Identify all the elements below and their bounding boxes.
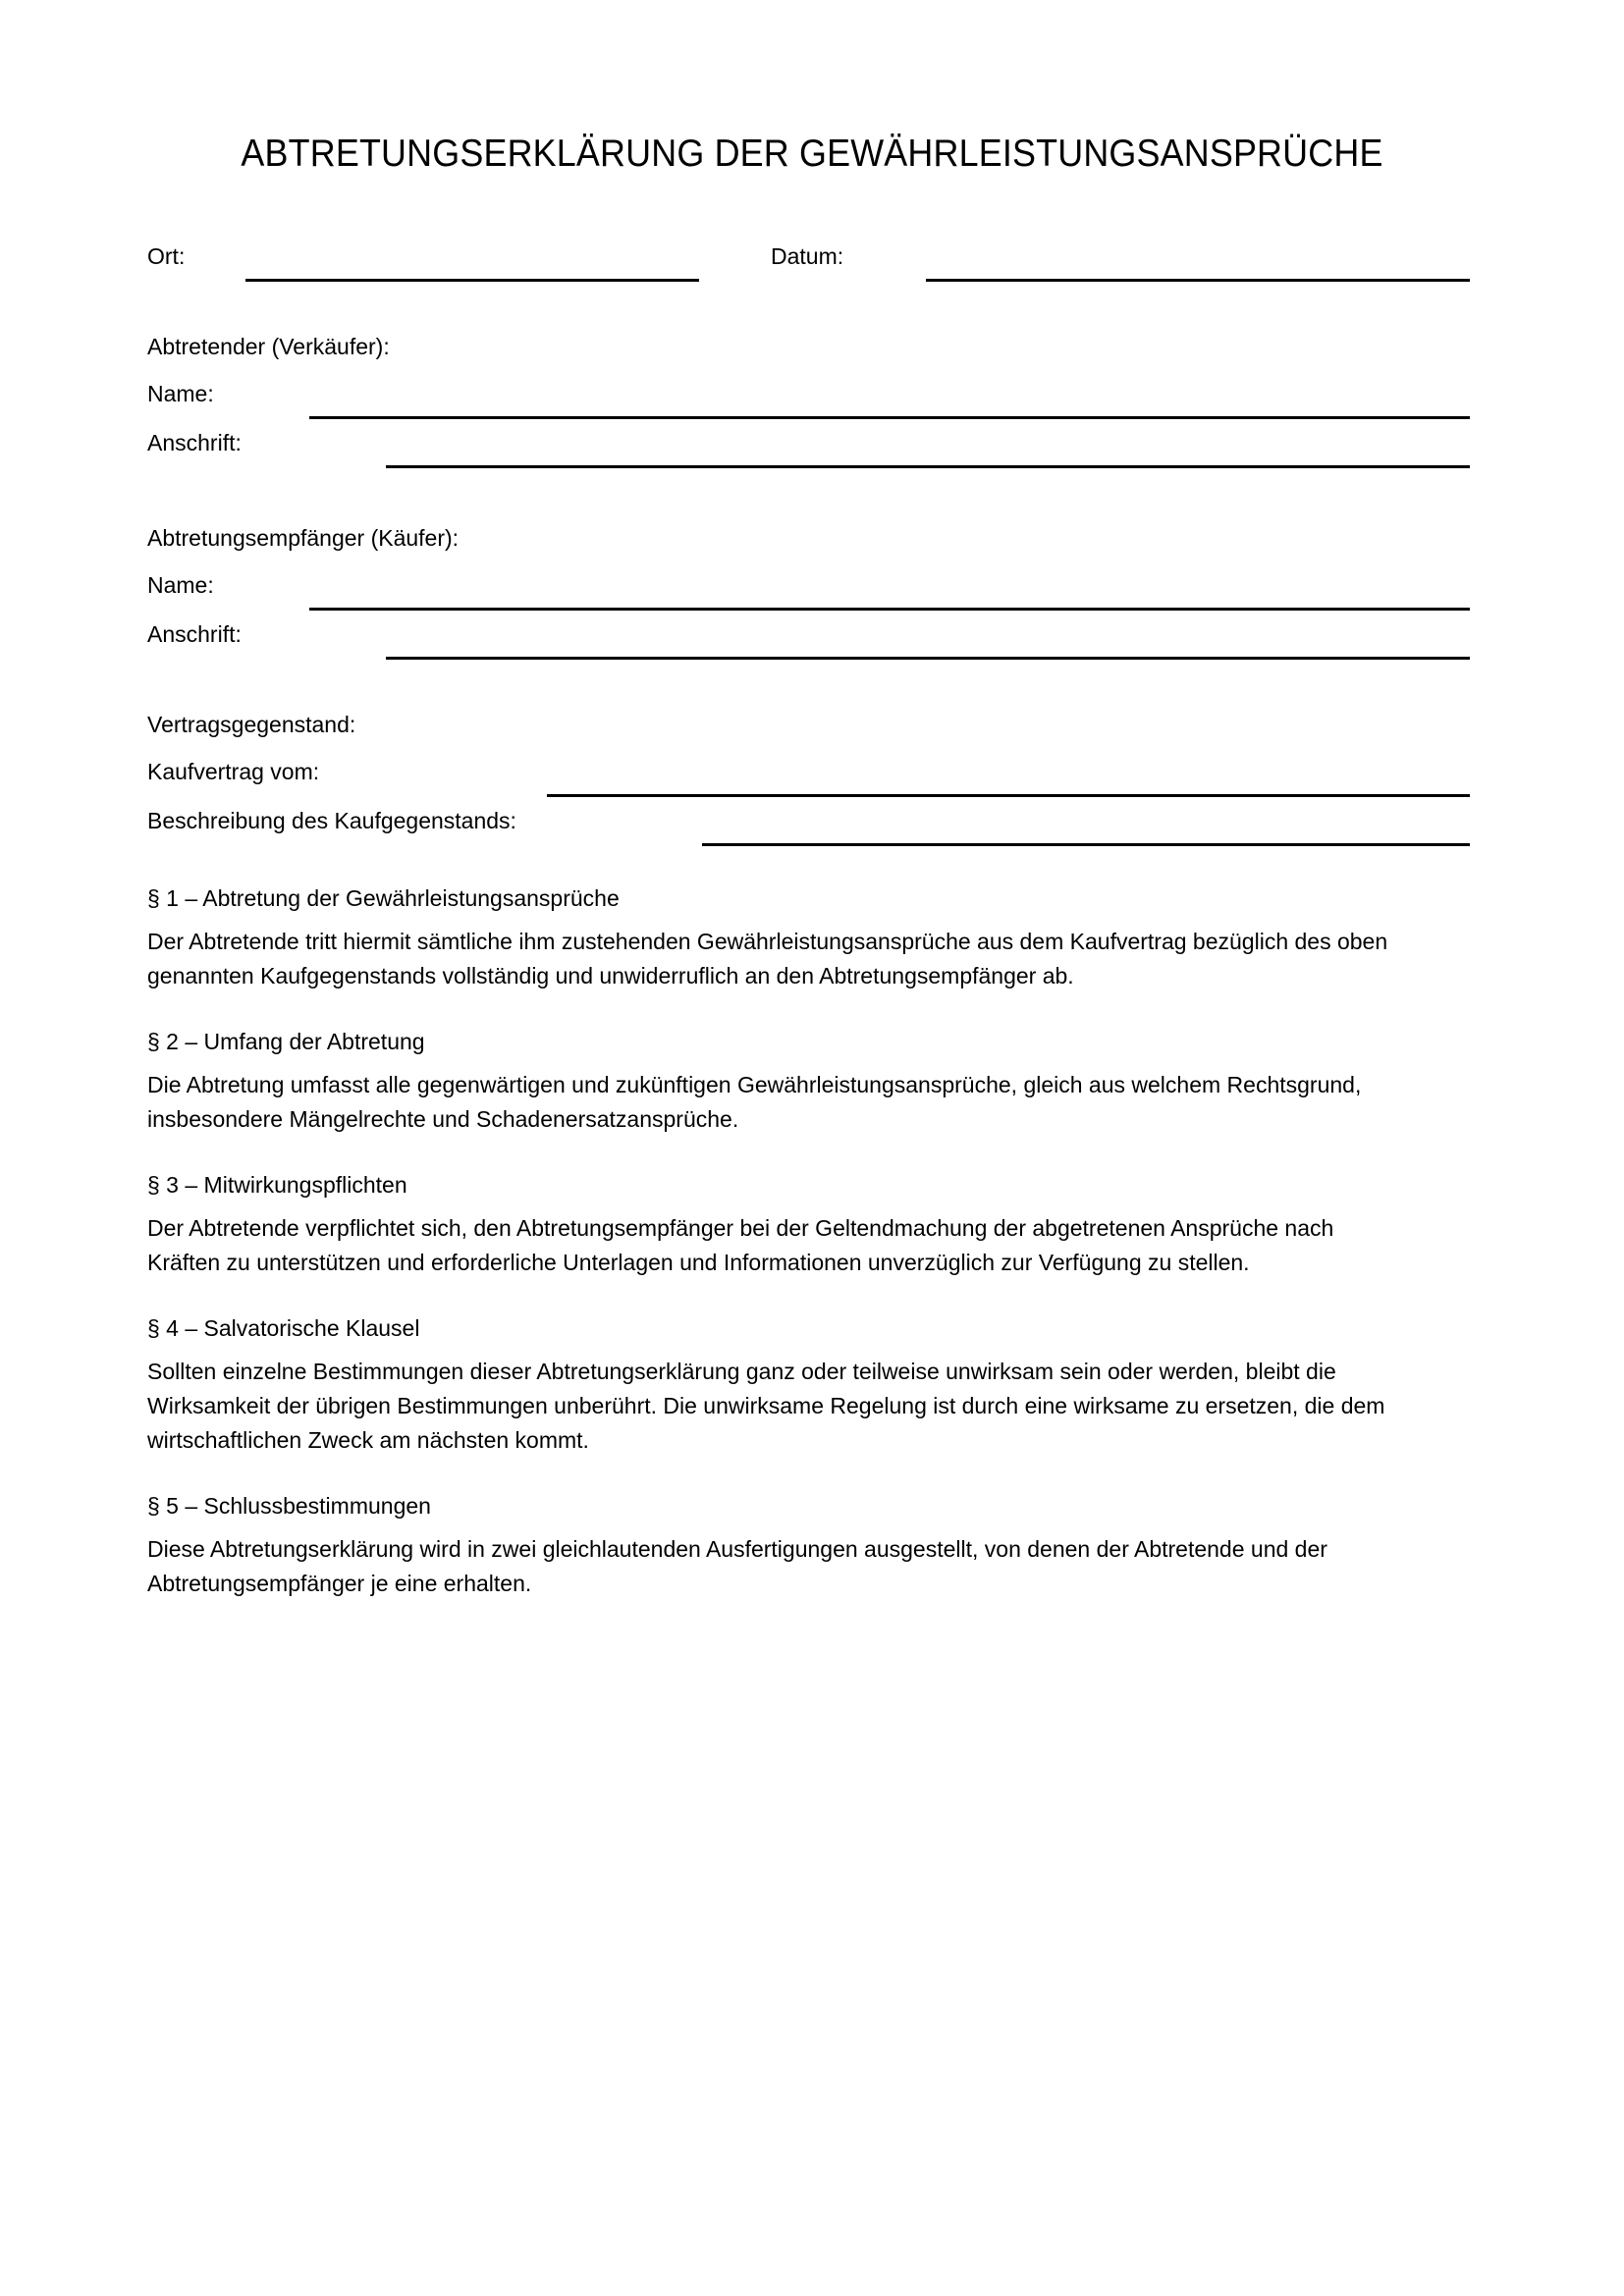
section-3-title: § 3 – Mitwirkungspflichten	[147, 1172, 407, 1198]
datum-label: Datum:	[771, 243, 844, 269]
assignee-name-input-line[interactable]	[309, 608, 1470, 611]
assignor-name-input-line[interactable]	[309, 416, 1470, 419]
section-1-body: Der Abtretende tritt hiermit sämtliche ihm zustehenden Gewährleistungsansprüche aus dem Kaufvertrag bezüglich des oben genannten Kaufgegenstands vollständig und unwiderruflich an den Abtretungsempfänger ab.	[147, 929, 1388, 988]
contract-date-row	[147, 757, 1470, 806]
assignee-name-row	[147, 570, 1470, 619]
page-title: ABTRETUNGSERKLÄRUNG DER GEWÄHRLEISTUNGSANSPRÜCHE	[241, 133, 1383, 176]
place-date-fields	[147, 241, 1470, 291]
section-5	[147, 1491, 1470, 1601]
assignor-address-row	[147, 428, 1470, 477]
subject-block	[147, 710, 1470, 855]
assignee-heading: Abtretungsempfänger (Käufer):	[147, 525, 460, 551]
assignee-block	[147, 523, 1470, 668]
ort-label: Ort:	[147, 243, 186, 269]
section-5-title: § 5 – Schlussbestimmungen	[147, 1493, 431, 1519]
contract-date-input-line[interactable]	[547, 794, 1470, 797]
section-4-title: § 4 – Salvatorische Klausel	[147, 1315, 420, 1341]
section-3	[147, 1170, 1470, 1280]
section-2-body: Die Abtretung umfasst alle gegenwärtigen und zukünftigen Gewährleistungsansprüche, gleich aus welchem Rechtsgrund, insbesondere Mängelrechte und Schadenersatzansprüche.	[147, 1072, 1362, 1132]
assignee-address-label: Anschrift:	[147, 621, 242, 647]
section-2-title: § 2 – Umfang der Abtretung	[147, 1029, 425, 1054]
section-4-body: Sollten einzelne Bestimmungen dieser Abtretungserklärung ganz oder teilweise unwirksam sein oder werden, bleibt die Wirksamkeit der übrigen Bestimmungen unberührt. Die unwirksame Regelung ist durch eine wirksame zu ersetzen, die dem wirtschaftlichen Zweck am nächsten kommt.	[147, 1359, 1385, 1453]
section-1-title: § 1 – Abtretung der Gewährleistungsansprüche	[147, 885, 620, 911]
assignor-address-input-line[interactable]	[386, 465, 1470, 468]
section-4	[147, 1313, 1470, 1458]
assignor-heading: Abtretender (Verkäufer):	[147, 334, 390, 359]
section-3-body: Der Abtretende verpflichtet sich, den Abtretungsempfänger bei der Geltendmachung der abgetretenen Ansprüche nach Kräften zu unterstützen und erforderliche Unterlagen und Informationen unverzüglich zur Verfügung zu stellen.	[147, 1215, 1334, 1275]
assignee-address-row	[147, 619, 1470, 668]
section-2	[147, 1027, 1470, 1137]
assignor-block	[147, 332, 1470, 477]
contract-date-label: Kaufvertrag vom:	[147, 759, 320, 784]
subject-description-row	[147, 806, 1470, 855]
subject-description-label: Beschreibung des Kaufgegenstands:	[147, 808, 516, 833]
assignor-address-label: Anschrift:	[147, 430, 242, 455]
subject-description-input-line[interactable]	[702, 843, 1470, 846]
assignor-name-row	[147, 379, 1470, 428]
ort-input-line[interactable]	[245, 279, 699, 282]
assignee-address-input-line[interactable]	[386, 657, 1470, 660]
subject-heading: Vertragsgegenstand:	[147, 712, 356, 737]
assignor-name-label: Name:	[147, 381, 214, 406]
datum-input-line[interactable]	[926, 279, 1470, 282]
place-date-row	[147, 241, 1470, 291]
assignee-name-label: Name:	[147, 572, 214, 598]
sections-container	[147, 883, 1470, 1634]
section-5-body: Diese Abtretungserklärung wird in zwei gleichlautenden Ausfertigungen ausgestellt, von denen der Abtretende und der Abtretungsempfänger je eine erhalten.	[147, 1536, 1327, 1596]
section-1	[147, 883, 1470, 993]
